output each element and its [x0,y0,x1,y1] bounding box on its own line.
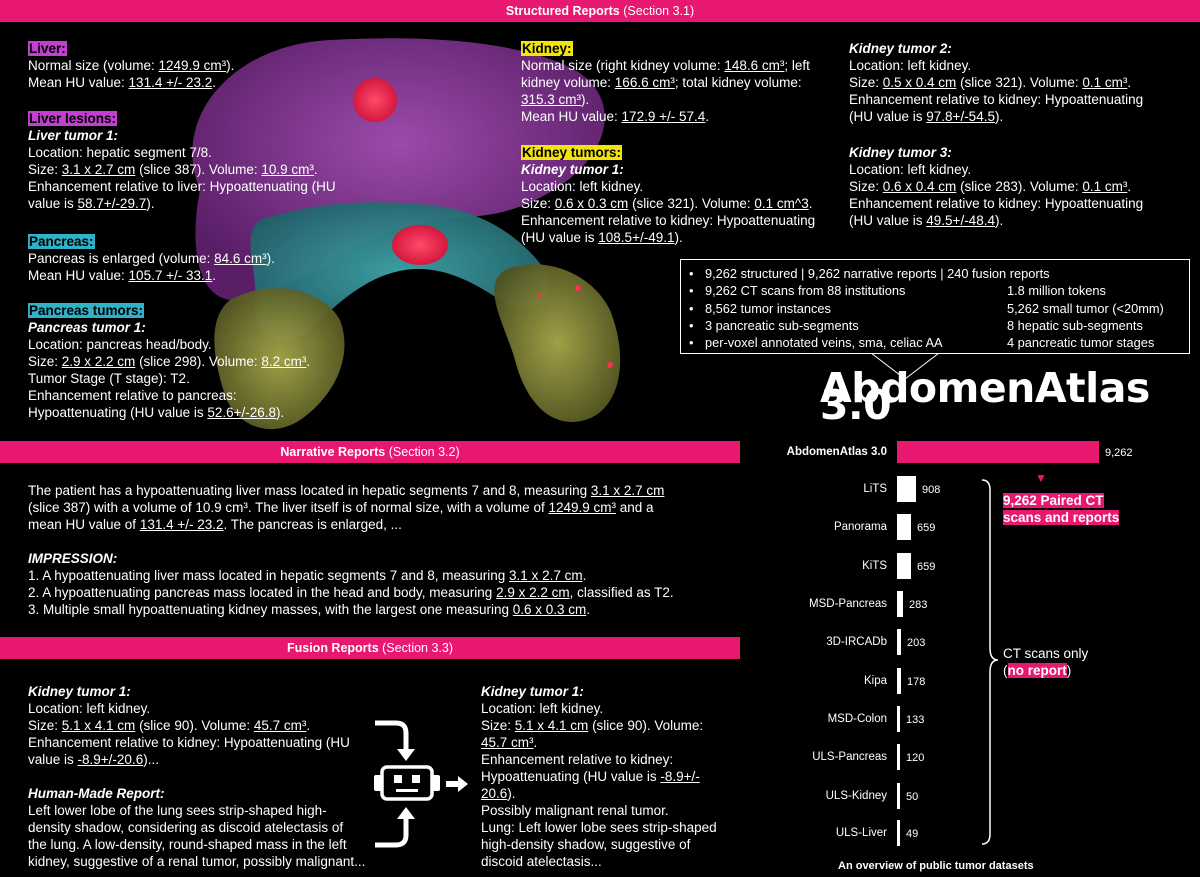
summary-row: • 8,562 tumor instances 5,262 small tumor (<20mm) [689,300,1181,317]
bar-value-label: 203 [907,637,926,649]
bar [897,706,900,732]
ct-only-annotation: CT scans only (no report) [1003,646,1089,678]
pancreas-tumors-heading: Pancreas tumors: [29,303,144,318]
bar-value-label: 178 [907,676,926,688]
bar-label: MSD-Colon [827,713,887,725]
bar-value-label: 659 [917,561,936,573]
pancreas-heading: Pancreas: [29,234,94,249]
fusion-left-report: Kidney tumor 1: Location: left kidney. Size: 5.1 x 4.1 cm (slice 90). Volume: 45.7 cm³. Enhancement relative to kidney: Hypoattenuating (HU value is -8.9+/-20.6)... Human-Made Report: Left lower lobe of the lung sees strip-shaped high- density shadow, considering as discoid atelectasis of the lung. A low-density, round-shaped mass in the left kidney, suggestive of a renal tumor, possibly malignant... [28,684,366,869]
kidney-tumors-heading: Kidney tumors: [522,145,622,160]
bar-value-label: 908 [922,484,941,496]
kidney-tumor-2-report: Kidney tumor 2: Location: left kidney. Size: 0.5 x 0.4 cm (slice 321). Volume: 0.1 cm³. Enhancement relative to kidney: Hypoattenuating (HU value is 97.8+/-54.5). [849,41,1144,124]
liver-heading: Liver: [29,41,66,56]
bar-label: AbdomenAtlas 3.0 [786,446,887,458]
bar-value-label: 659 [917,522,936,534]
structured-reports-banner: Structured Reports (Section 3.1) [0,0,1200,22]
bar-value-label: 283 [909,599,928,611]
bar-label: MSD-Pancreas [809,598,887,610]
down-arrow-icon: ▼ [1035,471,1047,485]
bar [897,668,901,694]
bar-value-label: 133 [906,714,925,726]
summary-row: • 3 pancreatic sub-segments 8 hepatic sub-segments [689,317,1181,334]
dataset-summary-box [680,259,1190,354]
fusion-reports-banner: Fusion Reports (Section 3.3) [0,637,740,659]
bar [897,591,903,617]
bar [897,476,916,502]
summary-row: • 9,262 structured | 9,262 narrative reports | 240 fusion reports [689,265,1181,282]
left-kidney-shape [494,264,620,422]
bar-label: 3D-IRCADb [826,636,887,648]
summary-row: • per-voxel annotated veins, sma, celiac AA 4 pancreatic tumor stages [689,334,1181,351]
bar-value-label: 120 [906,752,925,764]
bar [897,820,900,846]
bar-label: KiTS [862,560,887,572]
narrative-reports-banner: Narrative Reports (Section 3.2) [0,441,740,463]
public-datasets-brace [980,478,1000,848]
kidney-heading: Kidney: [522,41,572,56]
kidney-tumors-report: Kidney tumors: Kidney tumor 1: Location: left kidney. Size: 0.6 x 0.3 cm (slice 321). Volume: 0.1 cm^3. Enhancement relative to kidney: Hypoattenuating (HU value is 108.5+/-49.1). [521,145,816,245]
kidney-tumor-dot [575,285,581,291]
bar-value-label: 50 [906,791,919,803]
pancreas-report: Pancreas: Pancreas is enlarged (volume: 84.6 cm³). Mean HU value: 105.7 +/- 33.1. [28,234,275,283]
narrative-report-text: The patient has a hypoattenuating liver mass located in hepatic segments 7 and 8, measuring 3.1 x 2.7 cm (slice 387) with a volume of 10.9 cm³. The liver itself is of normal size, with a volume of 1249.9 cm³ and a mean HU value of 131.4 +/- 23.2. The pancreas is enlarged, ... IMPRESSION: 1. A hypoattenuating liver mass located in hepatic segments 7 and 8, measuring 3.1 x 2.7 cm. 2. A hypoattenuating pancreas mass located in the head and body, measuring 2.9 x 2.2 cm, classified as T2. 3. Multiple small hypoattenuating kidney masses, with the largest one measuring 0.6 x 0.3 cm. [28,483,674,617]
summary-row: • 9,262 CT scans from 88 institutions 1.8 million tokens [689,282,1181,299]
bar [897,441,1099,463]
bar-label: LiTS [863,483,887,495]
bar-value-label: 9,262 [1105,447,1133,459]
pancreas-tumor [392,225,448,265]
impression-heading: IMPRESSION: [28,551,118,566]
bar [897,744,900,770]
liver-report: Liver: Normal size (volume: 1249.9 cm³). Mean HU value: 131.4 +/- 23.2. [28,41,235,90]
bar [897,553,911,579]
bar [897,629,901,655]
bar-value-label: 49 [906,828,919,840]
kidney-tumor-dot [607,362,613,368]
arrow-right-icon [446,781,458,787]
liver-tumor [353,78,397,122]
fusion-robot-diagram [370,715,475,855]
paired-annotation: ▼ 9,262 Paired CT scans and reports [1003,471,1120,525]
bar [897,514,911,540]
bar-label: ULS-Kidney [825,790,887,802]
bar-label: ULS-Liver [835,827,887,839]
kidney-report: Kidney: Normal size (right kidney volume: 148.6 cm³; left kidney volume: 166.6 cm³; total kidney volume: 315.3 cm³). Mean HU value: 172.9 +/- 57.4. [521,41,810,124]
bar-label: Kipa [863,675,887,687]
fusion-right-report: Kidney tumor 1: Location: left kidney. Size: 5.1 x 4.1 cm (slice 90). Volume: 45.7 cm³. Enhancement relative to kidney: Hypoattenuating (HU value is -8.9+/- 20.6). Possibly malignant renal tumor. Lung: Left lower lobe sees strip-shaped high-density shadow, suggestive of discoid atelectasis... [481,684,717,869]
chart-caption: An overview of public tumor datasets [838,860,1034,872]
liver-lesions-heading: Liver lesions: [29,111,117,126]
bar-label: Panorama [833,521,887,533]
human-made-report-heading: Human-Made Report: [28,786,165,801]
liver-lesions-report: Liver lesions: Liver tumor 1: Location: hepatic segment 7/8. Size: 3.1 x 2.7 cm (slice 387). Volume: 10.9 cm³. Enhancement relative to liver: Hypoattenuating (HU value is 58.7+/-29.7). [28,111,336,211]
kidney-tumor-3-report: Kidney tumor 3: Location: left kidney. Size: 0.6 x 0.4 cm (slice 283). Volume: 0.1 cm³. Enhancement relative to kidney: Hypoattenuating (HU value is 49.5+/-48.4). [849,145,1144,228]
bar [897,783,900,809]
pancreas-tumors-report: Pancreas tumors: Pancreas tumor 1: Location: pancreas head/body. Size: 2.9 x 2.2 cm (slice 298). Volume: 8.2 cm³. Tumor Stage (T stage): T2. Enhancement relative to pancreas: Hypoattenuating (HU value is 52.6+/-26.8). [28,303,311,420]
kidney-tumor-dot [538,293,542,297]
bar-label: ULS-Pancreas [812,751,887,763]
robot-icon [374,767,440,799]
abdomenatlas-title: AbdomenAtlas 3.0 [820,364,1150,429]
